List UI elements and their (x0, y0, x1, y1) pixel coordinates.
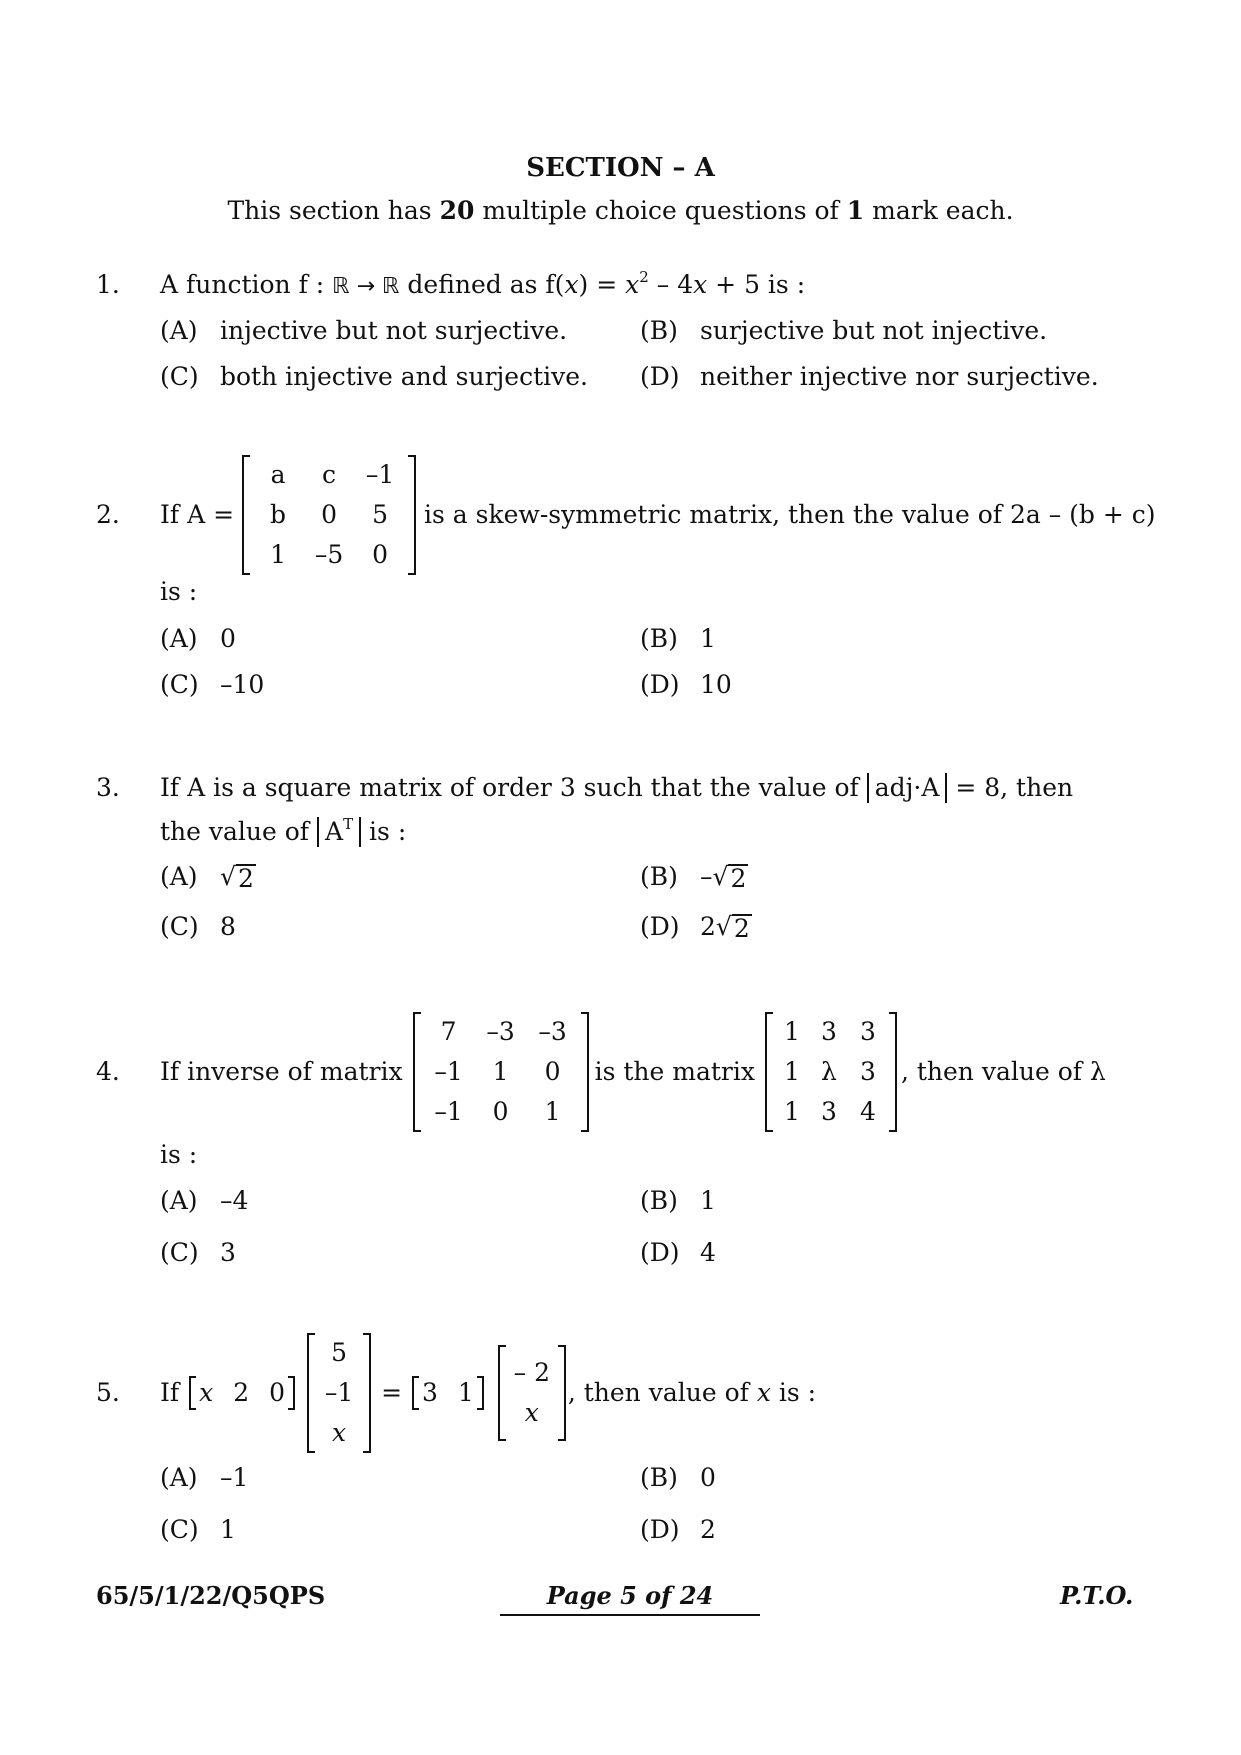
transpose-base: A (325, 817, 344, 846)
option-label: (B) (640, 624, 678, 653)
vector-cell: 3 (422, 1378, 438, 1407)
q2-continuation: is : (160, 577, 198, 606)
option-label: (A) (160, 624, 198, 653)
q5-post-a: , then value of (567, 1378, 749, 1407)
option-text: 4 (700, 1238, 716, 1267)
q1-stem-e: + 5 is : (707, 270, 806, 299)
matrix-cell: 0 (321, 500, 337, 529)
matrix-cell: 1 (544, 1097, 561, 1126)
matrix-cell: λ (821, 1057, 837, 1086)
column-vector-2-cells (506, 1345, 558, 1441)
section-title: SECTION – A (526, 153, 715, 183)
option-text: –4 (220, 1186, 249, 1215)
matrix-cell: b (270, 500, 287, 529)
option-text: surjective but not injective. (700, 316, 1048, 345)
var-x: x (625, 270, 640, 299)
q3-line2 (160, 817, 406, 847)
option-label: (C) (160, 1515, 199, 1544)
page-number: Page 5 of 24 (500, 1581, 760, 1616)
q5-option-c[interactable] (160, 1515, 236, 1545)
real-numbers-symbol: ℝ (382, 274, 400, 299)
option-label: (D) (640, 912, 680, 941)
q4-post: , then value of λ (900, 1057, 1106, 1086)
option-label: (A) (160, 862, 198, 891)
q4-option-b[interactable] (640, 1186, 716, 1216)
left-bracket (765, 1012, 773, 1132)
section-intro (0, 196, 1241, 226)
real-numbers-symbol: ℝ (332, 274, 350, 299)
determinant-transpose (317, 817, 361, 847)
vector-cell: x (199, 1378, 214, 1407)
matrix-m1-cells (421, 1012, 581, 1132)
option-text: 3 (220, 1238, 236, 1267)
option-label: (C) (160, 670, 199, 699)
matrix-cell: –1 (365, 460, 395, 489)
vector-cell: x (524, 1398, 539, 1427)
q1-option-d[interactable] (640, 362, 1099, 392)
q1-option-c[interactable] (160, 362, 588, 392)
option-label: (B) (640, 1463, 678, 1492)
option-label: (A) (160, 1186, 198, 1215)
option-text: neither injective nor surjective. (700, 362, 1099, 391)
column-vector-2 (498, 1345, 566, 1441)
q2-post: is a skew-symmetric matrix, then the value of 2a – (b + c) (424, 500, 1156, 529)
matrix-m2-cells (773, 1012, 889, 1132)
row-vector-2-cells (419, 1376, 477, 1410)
matrix-cell: 1 (784, 1097, 800, 1126)
matrix-cell: 7 (440, 1017, 457, 1046)
sqrt-expression (716, 912, 752, 942)
column-vector-1 (307, 1333, 371, 1453)
intro-marks: 1 (846, 196, 865, 225)
radicand: 2 (237, 864, 254, 893)
vector-cell: – 2 (513, 1358, 550, 1387)
q1-option-a[interactable] (160, 316, 567, 346)
intro-post: mark each. (864, 196, 1014, 225)
q1-stem-d: – 4 (648, 270, 694, 299)
matrix-cell: a (270, 460, 286, 489)
right-bracket (889, 1012, 897, 1132)
option-label: (D) (640, 362, 680, 391)
matrix-cell: 3 (821, 1017, 837, 1046)
matrix-m1 (413, 1012, 589, 1132)
left-bracket (242, 455, 250, 575)
left-bracket (413, 1012, 421, 1132)
q1-stem-a: A function f : (160, 270, 333, 299)
var-x: x (564, 270, 579, 299)
radicand: 2 (733, 914, 750, 943)
matrix-cell: c (322, 460, 337, 489)
equals-sign: = (381, 1378, 403, 1407)
left-bracket (307, 1333, 315, 1453)
intro-mid: multiple choice questions of (474, 196, 847, 225)
option-label: (B) (640, 1186, 678, 1215)
column-vector-1-cells (315, 1333, 363, 1453)
option-text: 1 (700, 1186, 716, 1215)
matrix-cell: 3 (860, 1057, 876, 1086)
matrix-cell: 1 (784, 1057, 800, 1086)
q3-line1-b: = 8, then (955, 773, 1074, 802)
radical-icon: √ (220, 862, 236, 891)
option-label: (C) (160, 1238, 199, 1267)
option-label: (A) (160, 316, 198, 345)
q4-pre: If inverse of matrix (160, 1057, 403, 1086)
option-label: (C) (160, 912, 199, 941)
var-x: x (756, 1378, 771, 1407)
right-bracket (477, 1376, 484, 1410)
q4-mid: is the matrix (594, 1057, 755, 1086)
option-label: (B) (640, 316, 678, 345)
q4-continuation: is : (160, 1140, 198, 1169)
q5-option-a[interactable] (160, 1463, 248, 1493)
option-prefix: – (700, 862, 713, 891)
option-label: (D) (640, 1515, 680, 1544)
q3-line2-b: is : (369, 817, 407, 846)
left-bracket (189, 1376, 196, 1410)
q3-line1 (160, 773, 1073, 803)
q2-pre: If A = (160, 500, 235, 529)
option-text: 1 (220, 1515, 236, 1544)
option-text: both injective and surjective. (220, 362, 588, 391)
q2-option-a[interactable] (160, 624, 236, 654)
matrix-cell: 5 (372, 500, 388, 529)
matrix-cell: 1 (784, 1017, 800, 1046)
q2-option-d[interactable] (640, 670, 732, 700)
q3-number: 3. (96, 773, 120, 802)
q2-stem (160, 455, 1156, 575)
q1-number: 1. (96, 270, 120, 299)
q4-number: 4. (96, 1057, 120, 1086)
radical-icon: √ (712, 862, 729, 891)
matrix-cell: –3 (486, 1017, 515, 1046)
matrix-a-cells (250, 455, 408, 575)
sqrt-expression (220, 862, 256, 892)
determinant-adj: adj·A (867, 773, 948, 803)
matrix-cell: 1 (492, 1057, 509, 1086)
right-bracket (408, 455, 416, 575)
matrix-cell: 0 (492, 1097, 509, 1126)
q5-stem (160, 1333, 816, 1453)
q5-option-b[interactable] (640, 1463, 716, 1493)
paper-code: 65/5/1/22/Q5QPS (96, 1581, 326, 1610)
q3-option-d[interactable] (640, 912, 752, 942)
q2-option-b[interactable] (640, 624, 716, 654)
q3-option-a[interactable] (160, 862, 256, 892)
q5-pre: If (160, 1378, 180, 1407)
sqrt-expression (713, 862, 749, 892)
q4-stem (160, 1012, 1106, 1132)
option-text: –10 (220, 670, 265, 699)
matrix-cell: 0 (372, 540, 388, 569)
matrix-cell: –5 (314, 540, 344, 569)
option-prefix: 2 (700, 912, 716, 941)
option-label: (A) (160, 1463, 198, 1492)
matrix-cell: –1 (434, 1057, 463, 1086)
option-text: 0 (700, 1463, 716, 1492)
q5-option-d[interactable] (640, 1515, 716, 1545)
transpose-sup: T (343, 815, 354, 833)
right-bracket (288, 1376, 295, 1410)
vector-cell: 0 (269, 1378, 286, 1407)
right-bracket (363, 1333, 371, 1453)
right-bracket (581, 1012, 589, 1132)
matrix-cell: 1 (270, 540, 286, 569)
vector-cell: –1 (324, 1378, 354, 1407)
q3-line2-a: the value of (160, 817, 310, 846)
arrow-symbol: → (349, 274, 383, 299)
right-bracket (558, 1345, 566, 1441)
q5-post-b: is : (778, 1378, 817, 1407)
intro-count: 20 (439, 196, 475, 225)
matrix-m2 (765, 1012, 897, 1132)
q1-stem-b: defined as f( (399, 270, 565, 299)
option-label: (C) (160, 362, 199, 391)
matrix-cell: 3 (860, 1017, 876, 1046)
matrix-cell: –1 (434, 1097, 463, 1126)
option-label: (B) (640, 862, 678, 891)
option-text: –1 (220, 1463, 249, 1492)
left-bracket (498, 1345, 506, 1441)
matrix-cell: 4 (860, 1097, 876, 1126)
option-text: 8 (220, 912, 236, 941)
row-vector-2 (412, 1376, 484, 1410)
vector-cell: 5 (331, 1338, 348, 1367)
radical-icon: √ (715, 912, 732, 941)
q1-stem (160, 270, 805, 302)
q4-option-a[interactable] (160, 1186, 248, 1216)
option-text: injective but not surjective. (220, 316, 568, 345)
option-label: (D) (640, 670, 680, 699)
matrix-cell: –3 (538, 1017, 567, 1046)
matrix-a (242, 455, 416, 575)
left-bracket (412, 1376, 419, 1410)
q5-number: 5. (96, 1378, 120, 1407)
vector-cell: x (332, 1418, 347, 1447)
intro-pre: This section has (227, 196, 440, 225)
q3-option-b[interactable] (640, 862, 748, 892)
row-vector-1-cells (196, 1376, 288, 1410)
var-x: x (693, 270, 708, 299)
option-text: 10 (700, 670, 732, 699)
q1-option-b[interactable] (640, 316, 1047, 346)
option-text: 2 (700, 1515, 716, 1544)
vector-cell: 1 (457, 1378, 474, 1407)
option-text: 0 (220, 624, 236, 653)
q1-stem-c: ) = (578, 270, 626, 299)
vector-cell: 2 (233, 1378, 250, 1407)
q4-option-d[interactable] (640, 1238, 716, 1268)
q3-option-c[interactable] (160, 912, 236, 942)
matrix-cell: 0 (544, 1057, 561, 1086)
q3-line1-a: If A is a square matrix of order 3 such that the value of (160, 773, 859, 802)
radicand: 2 (730, 864, 747, 893)
q2-option-c[interactable] (160, 670, 264, 700)
please-turn-over: P.T.O. (1060, 1581, 1134, 1610)
exponent: 2 (639, 268, 649, 286)
option-text: 1 (700, 624, 716, 653)
q4-option-c[interactable] (160, 1238, 236, 1268)
option-label: (D) (640, 1238, 680, 1267)
q2-number: 2. (96, 500, 120, 529)
matrix-cell: 3 (821, 1097, 837, 1126)
row-vector-1 (189, 1376, 295, 1410)
